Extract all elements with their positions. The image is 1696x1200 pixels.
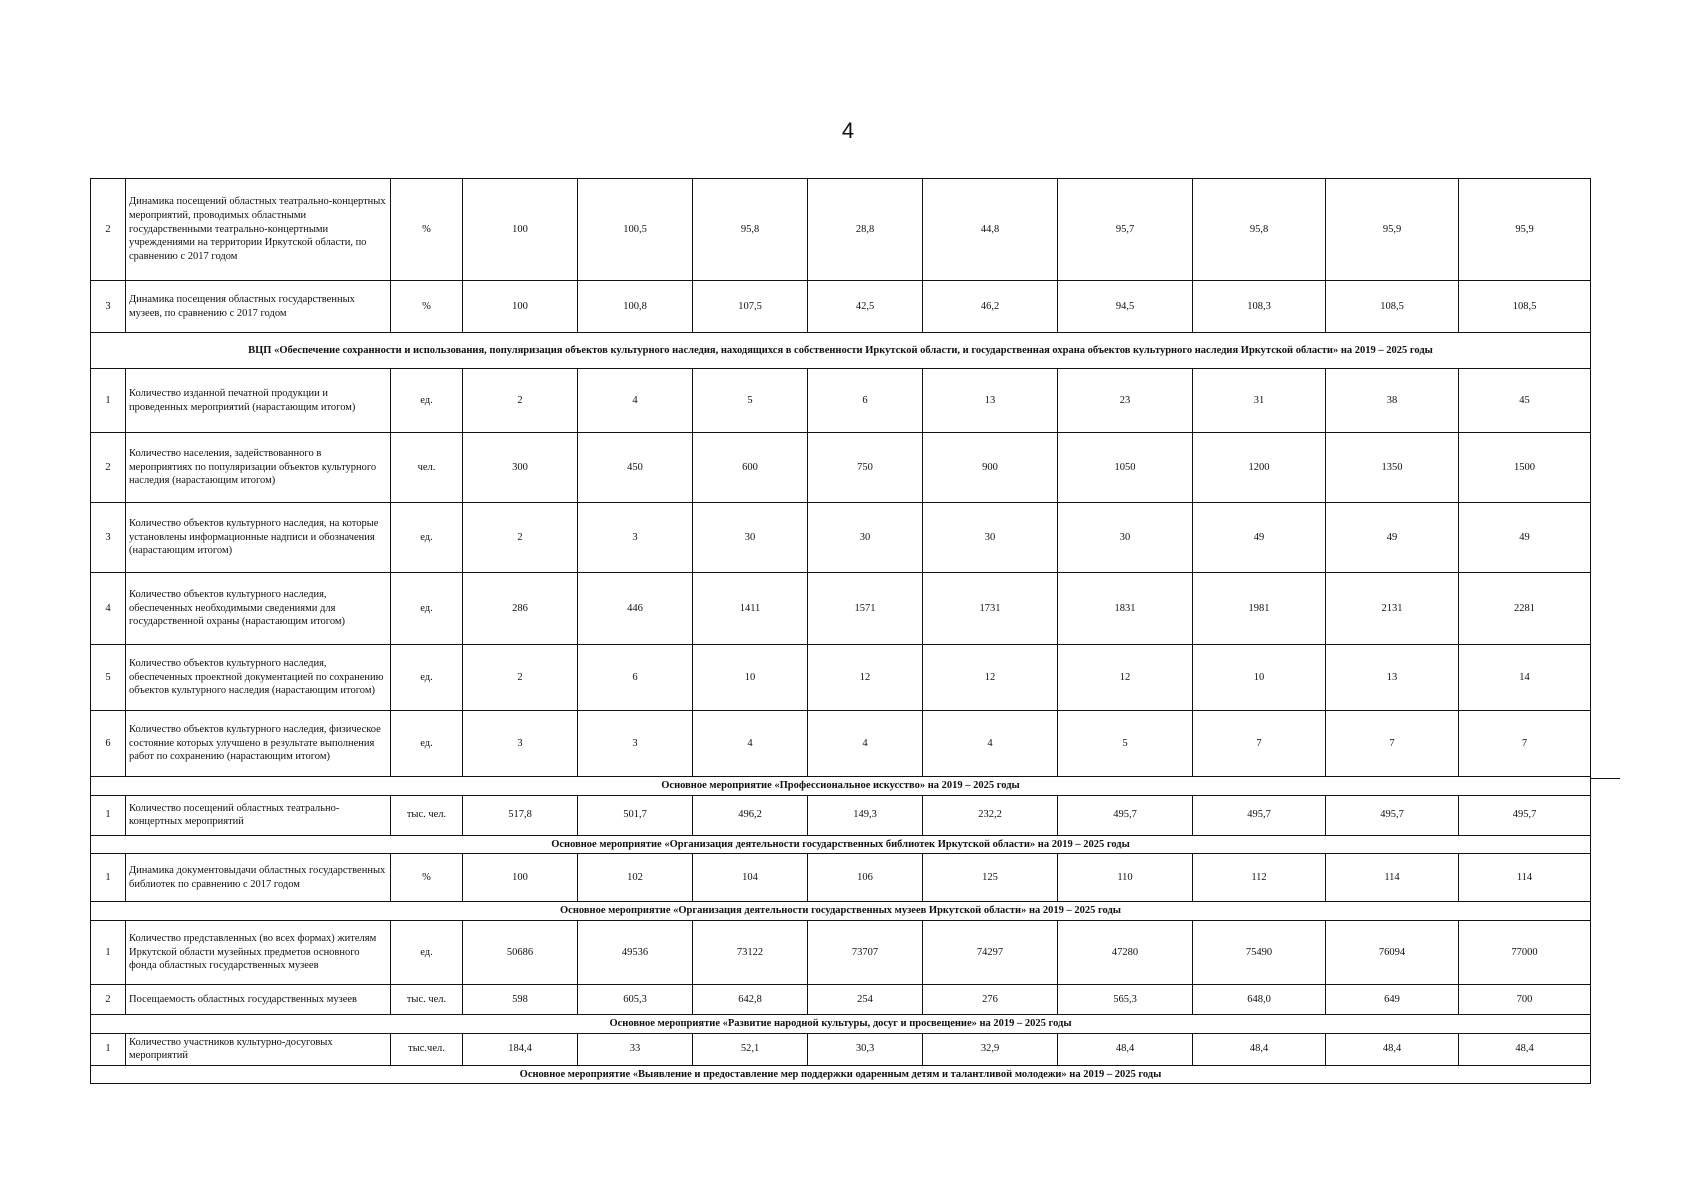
row-number: 2 <box>91 179 126 281</box>
indicator-value: 76094 <box>1326 920 1459 984</box>
indicator-value: 12 <box>1058 645 1193 711</box>
indicator-value: 286 <box>463 573 578 645</box>
indicator-value: 4 <box>693 711 808 777</box>
indicator-value: 1500 <box>1459 433 1591 503</box>
indicator-value: 95,9 <box>1326 179 1459 281</box>
row-number: 6 <box>91 711 126 777</box>
indicator-value: 495,7 <box>1058 795 1193 835</box>
unit-of-measure: тыс. чел. <box>391 795 463 835</box>
unit-of-measure: % <box>391 179 463 281</box>
indicator-value: 565,3 <box>1058 984 1193 1014</box>
indicator-value: 108,5 <box>1459 281 1591 333</box>
unit-of-measure: тыс. чел. <box>391 984 463 1014</box>
indicator-name: Количество объектов культурного наследия, обеспеченных проектной документацией по сохранению объектов культурного наследия (нарастающим итогом) <box>126 645 391 711</box>
indicator-value: 28,8 <box>808 179 923 281</box>
indicators-table <box>90 178 1591 1084</box>
indicator-value: 2281 <box>1459 573 1591 645</box>
indicator-value: 31 <box>1193 369 1326 433</box>
indicator-value: 1831 <box>1058 573 1193 645</box>
indicator-value: 49 <box>1326 503 1459 573</box>
indicator-name: Количество изданной печатной продукции и проведенных мероприятий (нарастающим итогом) <box>126 369 391 433</box>
indicator-value: 94,5 <box>1058 281 1193 333</box>
indicator-value: 12 <box>808 645 923 711</box>
table-row <box>91 645 1591 711</box>
indicator-value: 1571 <box>808 573 923 645</box>
table-row <box>91 854 1591 902</box>
indicator-value: 30,3 <box>808 1033 923 1065</box>
indicator-value: 100 <box>463 854 578 902</box>
section-title: Основное мероприятие «Организация деятельности государственных музеев Иркутской области» на 2019 – 2025 годы <box>91 902 1591 921</box>
indicator-value: 95,9 <box>1459 179 1591 281</box>
indicator-value: 4 <box>923 711 1058 777</box>
indicator-value: 2 <box>463 645 578 711</box>
indicator-value: 47280 <box>1058 920 1193 984</box>
indicator-value: 110 <box>1058 854 1193 902</box>
indicator-value: 104 <box>693 854 808 902</box>
indicator-value: 1731 <box>923 573 1058 645</box>
table-row <box>91 369 1591 433</box>
unit-of-measure: % <box>391 281 463 333</box>
indicator-value: 598 <box>463 984 578 1014</box>
indicator-value: 5 <box>693 369 808 433</box>
indicator-value: 45 <box>1459 369 1591 433</box>
indicator-value: 648,0 <box>1193 984 1326 1014</box>
row-number: 2 <box>91 984 126 1014</box>
indicator-value: 52,1 <box>693 1033 808 1065</box>
indicator-value: 2 <box>463 369 578 433</box>
section-title: Основное мероприятие «Профессиональное искусство» на 2019 – 2025 годы <box>91 777 1591 796</box>
row-number: 3 <box>91 503 126 573</box>
indicator-value: 1411 <box>693 573 808 645</box>
indicator-value: 95,7 <box>1058 179 1193 281</box>
indicator-value: 232,2 <box>923 795 1058 835</box>
indicator-value: 649 <box>1326 984 1459 1014</box>
indicator-name: Количество представленных (во всех формах) жителям Иркутской области музейных предметов основного фонда областных государственных музеев <box>126 920 391 984</box>
row-number: 1 <box>91 369 126 433</box>
indicator-value: 3 <box>463 711 578 777</box>
table-row <box>91 573 1591 645</box>
indicator-value: 48,4 <box>1459 1033 1591 1065</box>
indicator-value: 100 <box>463 281 578 333</box>
indicator-name: Количество участников культурно-досуговых мероприятий <box>126 1033 391 1065</box>
stray-rule <box>1590 778 1620 779</box>
indicator-value: 100,5 <box>578 179 693 281</box>
indicator-value: 42,5 <box>808 281 923 333</box>
unit-of-measure: ед. <box>391 369 463 433</box>
indicator-value: 102 <box>578 854 693 902</box>
indicator-value: 32,9 <box>923 1033 1058 1065</box>
indicator-value: 48,4 <box>1326 1033 1459 1065</box>
indicator-value: 1981 <box>1193 573 1326 645</box>
indicator-value: 446 <box>578 573 693 645</box>
indicator-value: 6 <box>808 369 923 433</box>
table-body <box>91 179 1591 1084</box>
indicator-value: 3 <box>578 503 693 573</box>
indicator-value: 13 <box>1326 645 1459 711</box>
row-number: 1 <box>91 1033 126 1065</box>
indicator-value: 49536 <box>578 920 693 984</box>
section-row <box>91 835 1591 854</box>
indicator-value: 600 <box>693 433 808 503</box>
indicator-value: 100,8 <box>578 281 693 333</box>
indicator-value: 38 <box>1326 369 1459 433</box>
indicator-value: 48,4 <box>1193 1033 1326 1065</box>
indicator-value: 48,4 <box>1058 1033 1193 1065</box>
indicator-value: 276 <box>923 984 1058 1014</box>
indicator-name: Количество населения, задействованного в мероприятиях по популяризации объектов культурного наследия (нарастающим итогом) <box>126 433 391 503</box>
indicator-value: 6 <box>578 645 693 711</box>
section-row <box>91 1014 1591 1033</box>
indicator-value: 184,4 <box>463 1033 578 1065</box>
indicator-value: 700 <box>1459 984 1591 1014</box>
section-title: Основное мероприятие «Развитие народной культуры, досуг и просвещение» на 2019 – 2025 годы <box>91 1014 1591 1033</box>
indicator-value: 75490 <box>1193 920 1326 984</box>
indicator-value: 12 <box>923 645 1058 711</box>
table-row <box>91 795 1591 835</box>
indicator-value: 7 <box>1459 711 1591 777</box>
indicator-value: 49 <box>1193 503 1326 573</box>
indicator-value: 1350 <box>1326 433 1459 503</box>
section-row <box>91 777 1591 796</box>
indicator-value: 5 <box>1058 711 1193 777</box>
indicator-name: Динамика документовыдачи областных государственных библиотек по сравнению с 2017 годом <box>126 854 391 902</box>
indicator-value: 1050 <box>1058 433 1193 503</box>
indicator-value: 95,8 <box>693 179 808 281</box>
indicator-value: 496,2 <box>693 795 808 835</box>
indicator-value: 4 <box>578 369 693 433</box>
section-row <box>91 333 1591 369</box>
indicator-value: 44,8 <box>923 179 1058 281</box>
indicator-value: 114 <box>1326 854 1459 902</box>
indicator-value: 30 <box>1058 503 1193 573</box>
indicator-value: 750 <box>808 433 923 503</box>
section-title: Основное мероприятие «Выявление и предоставление мер поддержки одаренным детям и талантливой молодежи» на 2019 – 2025 годы <box>91 1065 1591 1084</box>
unit-of-measure: ед. <box>391 711 463 777</box>
indicator-value: 7 <box>1326 711 1459 777</box>
indicator-value: 106 <box>808 854 923 902</box>
indicator-value: 10 <box>693 645 808 711</box>
indicator-value: 125 <box>923 854 1058 902</box>
row-number: 3 <box>91 281 126 333</box>
indicator-value: 74297 <box>923 920 1058 984</box>
row-number: 4 <box>91 573 126 645</box>
indicator-value: 114 <box>1459 854 1591 902</box>
indicator-name: Количество посещений областных театрально-концертных мероприятий <box>126 795 391 835</box>
section-title: ВЦП «Обеспечение сохранности и использования, популяризация объектов культурного наследия, находящихся в собственности Иркутской области, и государственная охрана объектов культурного наследия Иркутской области» на 2019 – 2025 годы <box>91 333 1591 369</box>
row-number: 1 <box>91 795 126 835</box>
table-row <box>91 984 1591 1014</box>
indicator-value: 10 <box>1193 645 1326 711</box>
indicator-value: 2 <box>463 503 578 573</box>
table-row <box>91 1033 1591 1065</box>
indicator-name: Динамика посещения областных государственных музеев, по сравнению с 2017 годом <box>126 281 391 333</box>
unit-of-measure: ед. <box>391 920 463 984</box>
table-row <box>91 179 1591 281</box>
indicator-value: 30 <box>923 503 1058 573</box>
indicator-value: 495,7 <box>1459 795 1591 835</box>
unit-of-measure: ед. <box>391 573 463 645</box>
table-row <box>91 711 1591 777</box>
indicator-value: 4 <box>808 711 923 777</box>
indicator-value: 14 <box>1459 645 1591 711</box>
section-title: Основное мероприятие «Организация деятельности государственных библиотек Иркутской области» на 2019 – 2025 годы <box>91 835 1591 854</box>
row-number: 5 <box>91 645 126 711</box>
unit-of-measure: % <box>391 854 463 902</box>
indicator-name: Количество объектов культурного наследия, обеспеченных необходимыми сведениями для государственной охраны (нарастающим итогом) <box>126 573 391 645</box>
indicator-value: 517,8 <box>463 795 578 835</box>
unit-of-measure: чел. <box>391 433 463 503</box>
indicator-value: 77000 <box>1459 920 1591 984</box>
indicator-name: Количество объектов культурного наследия, на которые установлены информационные надписи и обозначения (нарастающим итогом) <box>126 503 391 573</box>
unit-of-measure: тыс.чел. <box>391 1033 463 1065</box>
indicator-value: 300 <box>463 433 578 503</box>
row-number: 1 <box>91 920 126 984</box>
unit-of-measure: ед. <box>391 503 463 573</box>
page-number: 4 <box>841 118 855 143</box>
unit-of-measure: ед. <box>391 645 463 711</box>
indicator-value: 112 <box>1193 854 1326 902</box>
indicator-value: 108,3 <box>1193 281 1326 333</box>
table-row <box>91 281 1591 333</box>
indicator-name: Посещаемость областных государственных музеев <box>126 984 391 1014</box>
indicator-value: 13 <box>923 369 1058 433</box>
indicator-value: 642,8 <box>693 984 808 1014</box>
indicator-value: 30 <box>808 503 923 573</box>
indicator-value: 501,7 <box>578 795 693 835</box>
indicator-value: 605,3 <box>578 984 693 1014</box>
indicator-value: 149,3 <box>808 795 923 835</box>
indicator-value: 46,2 <box>923 281 1058 333</box>
section-row <box>91 902 1591 921</box>
indicator-value: 254 <box>808 984 923 1014</box>
row-number: 1 <box>91 854 126 902</box>
indicator-value: 95,8 <box>1193 179 1326 281</box>
indicator-name: Динамика посещений областных театрально-концертных мероприятий, проводимых областными государственными театрально-концертными учреждениями на территории Иркутской области, по сравнению с 2017 годом <box>126 179 391 281</box>
indicator-value: 450 <box>578 433 693 503</box>
indicator-value: 50686 <box>463 920 578 984</box>
indicator-value: 33 <box>578 1033 693 1065</box>
indicator-value: 495,7 <box>1326 795 1459 835</box>
indicator-value: 107,5 <box>693 281 808 333</box>
indicator-value: 73707 <box>808 920 923 984</box>
indicator-value: 49 <box>1459 503 1591 573</box>
indicator-value: 108,5 <box>1326 281 1459 333</box>
indicator-value: 3 <box>578 711 693 777</box>
indicator-value: 900 <box>923 433 1058 503</box>
indicator-value: 2131 <box>1326 573 1459 645</box>
table-row <box>91 920 1591 984</box>
indicator-value: 1200 <box>1193 433 1326 503</box>
section-row <box>91 1065 1591 1084</box>
indicator-value: 7 <box>1193 711 1326 777</box>
indicator-value: 73122 <box>693 920 808 984</box>
indicator-value: 30 <box>693 503 808 573</box>
table-row <box>91 433 1591 503</box>
indicator-name: Количество объектов культурного наследия, физическое состояние которых улучшено в результате выполнения работ по сохранению (нарастающим итогом) <box>126 711 391 777</box>
row-number: 2 <box>91 433 126 503</box>
indicator-value: 495,7 <box>1193 795 1326 835</box>
indicator-value: 23 <box>1058 369 1193 433</box>
table-row <box>91 503 1591 573</box>
indicator-value: 100 <box>463 179 578 281</box>
